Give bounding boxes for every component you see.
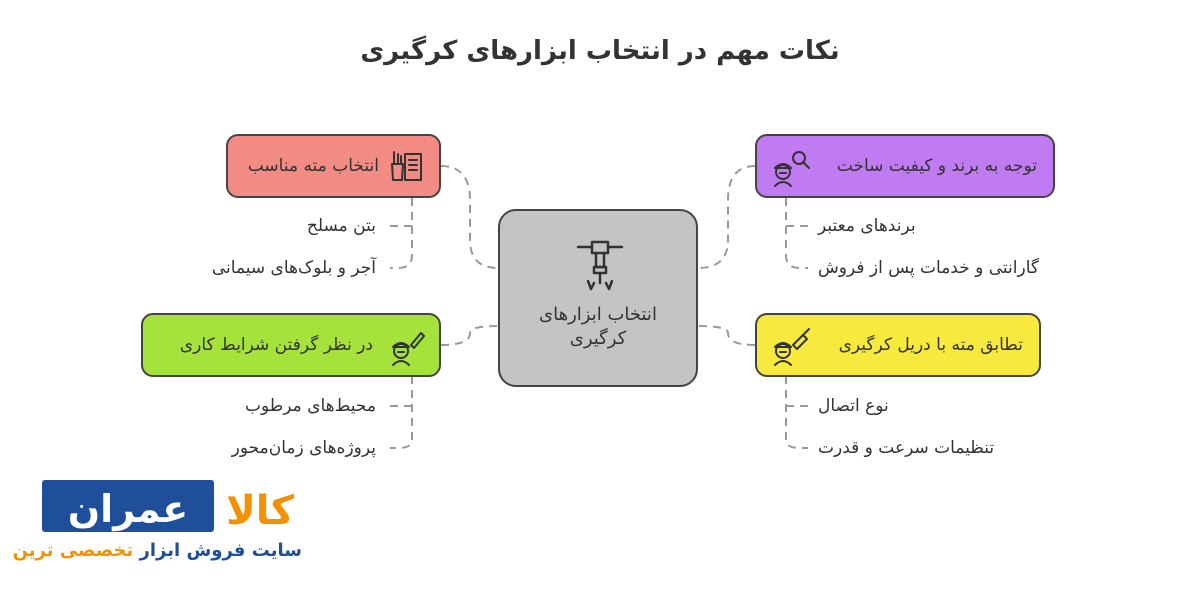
inspector-magnifier-icon	[771, 148, 811, 188]
logo-wordmark-blue: عمران	[67, 487, 189, 531]
central-label-line2: کرگیری	[569, 328, 627, 349]
sub-item: بتن مسلح	[306, 216, 376, 236]
jackhammer-icon	[570, 233, 630, 293]
logo-tagline-rest: سایت فروش ابزار	[139, 540, 302, 561]
central-node-label	[510, 303, 686, 351]
branch-working-conditions	[141, 313, 441, 377]
worker-drill-icon	[771, 327, 811, 367]
branch-brand-quality	[755, 134, 1055, 198]
sub-item: تنظیمات سرعت و قدرت	[818, 438, 995, 458]
worker-pencil-icon	[387, 327, 427, 367]
branch-bit-drill-compatibility	[755, 313, 1041, 377]
page-title: نکات مهم در انتخاب ابزارهای کرگیری	[360, 36, 840, 66]
sub-item: محیط‌های مرطوب	[244, 396, 376, 416]
branch-drill-bit-selection	[226, 134, 441, 198]
logo-tagline	[12, 540, 302, 561]
central-label-line1: انتخاب ابزارهای	[539, 304, 657, 325]
sub-item: پروژه‌های زمان‌محور	[231, 438, 376, 458]
branch-label: انتخاب مته مناسب	[247, 156, 379, 176]
sub-item: نوع اتصال	[818, 396, 889, 416]
branch-label: تطابق مته با دریل کرگیری	[838, 335, 1023, 355]
logo-wordmark-orange: کالا	[225, 488, 295, 534]
central-node	[498, 209, 698, 387]
drill-bits-document-icon	[389, 148, 425, 184]
sub-item: گارانتی و خدمات پس از فروش	[818, 258, 1039, 278]
branch-label: توجه به برند و کیفیت ساخت	[836, 156, 1037, 176]
branch-label: در نظر گرفتن شرایط کاری	[179, 335, 373, 355]
company-logo	[42, 480, 304, 536]
logo-tagline-accent: تخصصی ترین	[12, 540, 134, 561]
sub-item: آجر و بلوک‌های سیمانی	[211, 258, 376, 278]
sub-item: برندهای معتبر	[818, 216, 916, 236]
